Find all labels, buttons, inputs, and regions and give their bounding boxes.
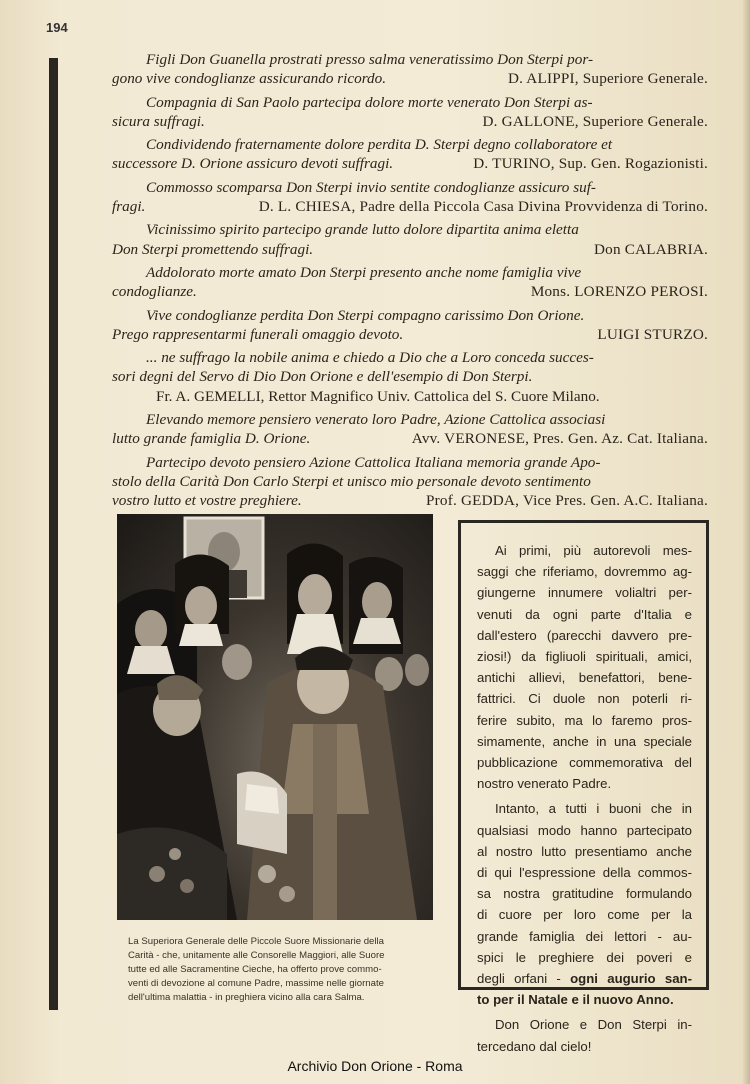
message-text: sori degni del Servo di Dio Don Orione e dell'esempio di Don Sterpi.: [112, 368, 533, 386]
photo-caption: [128, 935, 448, 1005]
editorial-paragraph-3: [477, 1014, 692, 1056]
editorial-text: [477, 540, 692, 1061]
text-line: grande famiglia dei lettori - au-: [477, 928, 692, 944]
message-gemelli: [112, 348, 708, 406]
text-line: ziosi!) da figliuoli spirituali, amici,: [477, 649, 692, 665]
message-text: gono vive condoglianze assicurando ricordo.: [112, 70, 387, 88]
message-text: sicura suffragi.: [112, 112, 205, 130]
text-line: nostro venerato Padre.: [477, 776, 612, 792]
editorial-paragraph-1: [477, 540, 692, 794]
message-signature: Prof. GEDDA, Vice Pres. Gen. A.C. Italiana.: [426, 492, 708, 510]
archive-footer: Archivio Don Orione - Roma: [287, 1058, 463, 1074]
caption-line: dell'ultima malattia - in preghiera vicino alla cara Salma.: [128, 992, 365, 1003]
message-text: Figli Don Guanella prostrati presso salma veneratissimo Don Sterpi por-: [146, 51, 594, 68]
message-text: Condividendo fraternamente dolore perdita D. Sterpi degno collaboratore et: [146, 136, 613, 154]
message-signature: Mons. LORENZO PEROSI.: [530, 283, 708, 301]
message-text: Partecipo devoto pensiero Azione Cattolica Italiana memoria grande Apo-: [146, 453, 601, 471]
page-edge-shadow: [742, 0, 750, 1084]
message-text: fragi.: [112, 198, 146, 216]
message-gallone: [112, 93, 708, 132]
text-line: sa nostra gratitudine formulando: [477, 886, 692, 902]
message-text: vostro lutto et vostre preghiere.: [112, 492, 302, 510]
message-gedda: [112, 453, 708, 511]
text-line: antichi allievi, benefattori, bene-: [477, 670, 692, 686]
page-number: 194: [46, 20, 68, 35]
message-sturzo: [112, 306, 708, 345]
editorial-paragraph-2: [477, 798, 692, 1010]
left-margin-bar: [49, 58, 58, 1010]
message-turino: [112, 135, 708, 174]
message-alippi: [112, 50, 708, 89]
message-text: Prego rappresentarmi funerali omaggio devoto.: [112, 325, 404, 343]
text-line: tercedano dal cielo!: [477, 1038, 592, 1054]
message-text: successore D. Orione assicuro devoti suffragi.: [112, 155, 394, 173]
message-text: lutto grande famiglia D. Orione.: [112, 430, 311, 448]
photo-sisters-praying-by-salma: [117, 514, 433, 920]
greeting-bold: to per il Natale e il nuovo Anno.: [477, 992, 674, 1008]
message-signature: LUIGI STURZO.: [597, 325, 708, 343]
condolence-messages: [112, 50, 708, 515]
caption-line: venti di devozione al comune Padre, massime nelle giornate: [128, 978, 384, 989]
message-text: stolo della Carità Don Carlo Sterpi et unisco mio personale devoto sentimento: [112, 472, 591, 490]
message-signature: Fr. A. GEMELLI, Rettor Magnifico Univ. Cattolica del S. Cuore Milano.: [156, 387, 600, 405]
text-line: Intanto, a tutti i buoni che in: [495, 801, 692, 817]
text-line: venuti da ogni parte d'Italia e: [477, 606, 692, 622]
text-line: di qui l'espressione della commos-: [477, 865, 692, 881]
caption-line: Carità - che, unitamente alle Consorelle Maggiori, alle Suore: [128, 950, 385, 961]
greeting-bold: ogni augurio san-: [570, 971, 692, 987]
text-line: ferire subito, ma lo faremo pros-: [477, 712, 692, 728]
message-signature: D. L. CHIESA, Padre della Piccola Casa Divina Provvidenza di Torino.: [258, 198, 708, 216]
photo-illustration: [117, 514, 433, 920]
text-line: giungerne innumere volialtri per-: [477, 585, 692, 601]
message-signature: Avv. VERONESE, Pres. Gen. Az. Cat. Italiana.: [411, 430, 708, 448]
text-line: Ai primi, più autorevoli mes-: [495, 543, 692, 558]
message-signature: D. GALLONE, Superiore Generale.: [482, 112, 708, 130]
message-text: Compagnia di San Paolo partecipa dolore morte venerato Don Sterpi as-: [146, 93, 593, 111]
message-calabria: [112, 220, 708, 259]
text-line: dall'estero (parecchi davvero pre-: [477, 627, 692, 643]
text-line: qualsiasi modo hanno partecipato: [477, 822, 692, 838]
text-line: saggi che riferiamo, dovremmo ag-: [477, 564, 692, 580]
text-line: Don Orione e Don Sterpi in-: [495, 1017, 692, 1033]
caption-line: tutte ed alle Sacramentine Cieche, ha offerto prove commo-: [128, 964, 382, 975]
text-line: [477, 968, 692, 989]
message-text: Vicinissimo spirito partecipo grande lutto dolore dipartita anima eletta: [146, 221, 579, 239]
text-line: al nostro lutto presentiamo anche: [477, 843, 692, 859]
text-line: pubblicazione commemorativa del: [477, 755, 692, 771]
text-line: fattrici. Ci duole non poterli ri-: [477, 691, 692, 707]
message-signature: Don CALABRIA.: [594, 240, 708, 258]
message-text: Addolorato morte amato Don Sterpi presento anche nome famiglia vive: [146, 263, 582, 281]
message-signature: D. TURINO, Sup. Gen. Rogazionisti.: [473, 155, 708, 173]
caption-line: La Superiora Generale delle Piccole Suore Missionarie della: [128, 936, 384, 947]
message-signature: D. ALIPPI, Superiore Generale.: [507, 70, 708, 88]
message-text: Commosso scomparsa Don Sterpi invio sentite condoglianze assicuro suf-: [146, 178, 596, 196]
message-text: Vive condoglianze perdita Don Sterpi compagno carissimo Don Orione.: [146, 306, 585, 324]
text-line: simamente, anche in una speciale: [477, 733, 692, 749]
text-plain: degli orfani -: [477, 971, 571, 987]
message-perosi: [112, 263, 708, 302]
message-text: condoglianze.: [112, 283, 197, 301]
text-line: spici le preghiere dei poveri e: [477, 949, 692, 965]
message-text: ... ne suffrago la nobile anima e chiedo a Dio che a Loro conceda succes-: [146, 349, 594, 367]
message-veronese: [112, 410, 708, 449]
message-text: Elevando memore pensiero venerato loro Padre, Azione Cattolica associasi: [146, 411, 606, 429]
text-line: di cuore per loro come per la: [477, 907, 692, 923]
message-chiesa: [112, 178, 708, 217]
message-text: Don Sterpi promettendo suffragi.: [112, 240, 314, 258]
